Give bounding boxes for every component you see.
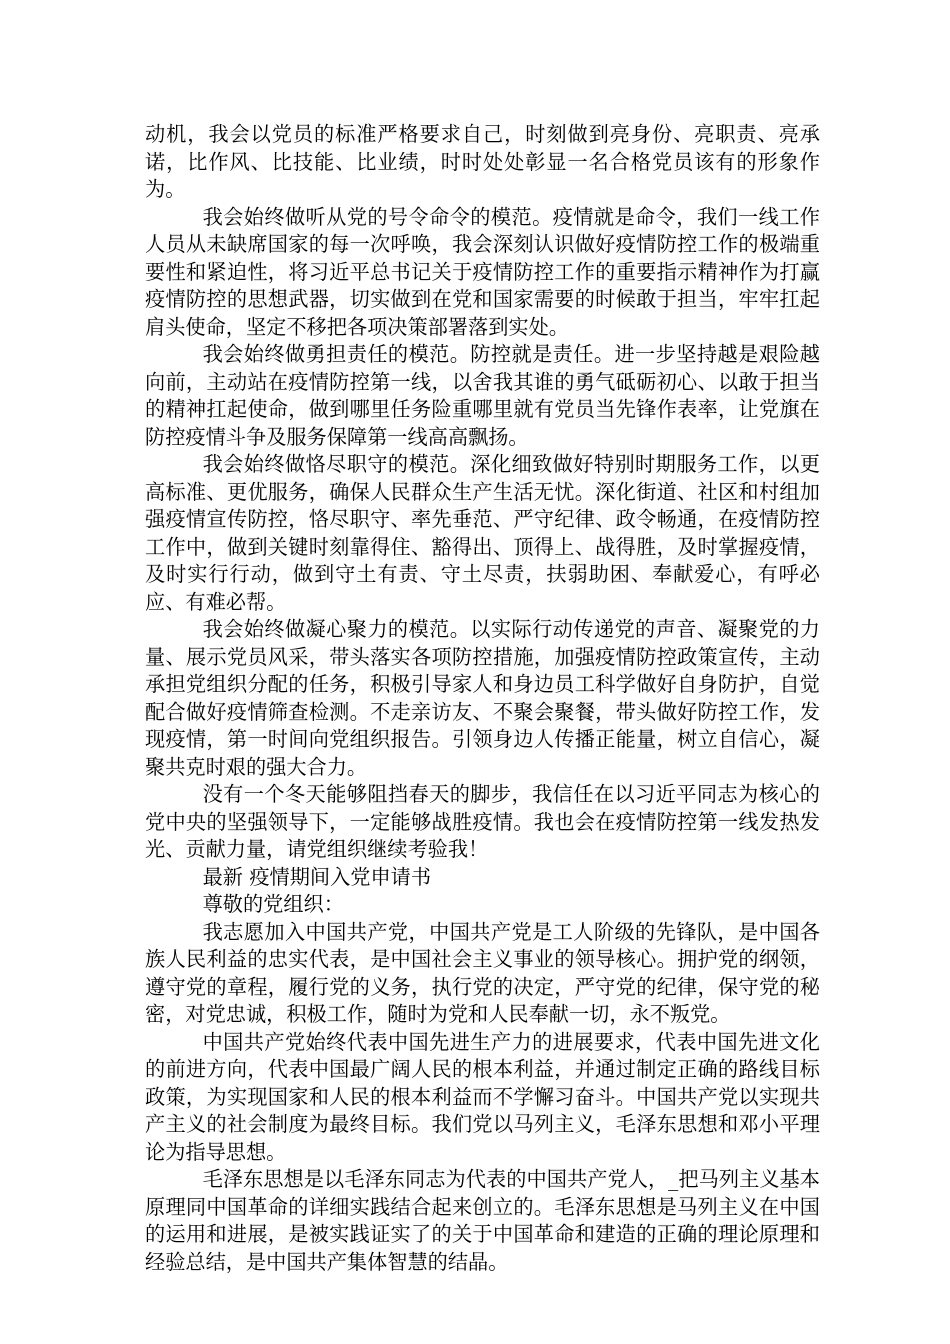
document-body [145,121,820,1276]
paragraph-1: 动机，我会以党员的标准严格要求自己，时刻做到亮身份、亮职责、亮承诺，比作风、比技能、比业绩，时时处处彰显一名合格党员该有的形象作为。 [145,122,820,201]
paragraph-5: 我会始终做凝心聚力的模范。以实际行动传递党的声音、凝聚党的力量、展示党员风采，带头落实各项防控措施，加强疫情防控政策宣传，主动承担党组织分配的任务，积极引导家人和身边员工科学做好自身防护，自觉配合做好疫情筛查检测。不走亲访友、不聚会聚餐，带头做好防控工作，发现疫情，第一时间向党组织报告。引领身边人传播正能量，树立自信心，凝聚共克时艰的强大合力。 [145,617,820,779]
paragraph-11: 毛泽东思想是以毛泽东同志为代表的中国共产党人，_把马列主义基本原理同中国革命的详细实践结合起来创立的。毛泽东思想是马列主义在中国的运用和进展，是被实践证实了的关于中国革命和建造的正确的理论原理和经验总结，是中国共产集体智慧的结晶。 [145,1167,820,1274]
paragraph-10: 中国共产党始终代表中国先进生产力的进展要求，代表中国先进文化的前进方向，代表中国最广阔人民的根本利益，并通过制定正确的路线目标政策，为实现国家和人民的根本利益而不学懈习奋斗。中国共产党以实现共产主义的社会制度为最终目标。我们党以马列主义，毛泽东思想和邓小平理论为指导思想。 [145,1029,820,1164]
paragraph-2: 我会始终做听从党的号令命令的模范。疫情就是命令，我们一线工作人员从未缺席国家的每一次呼唤，我会深刻认识做好疫情防控工作的极端重要性和紧迫性，将习近平总书记关于疫情防控工作的重要指示精神作为打赢疫情防控的思想武器，切实做到在党和国家需要的时候敢于担当，牢牢扛起肩头使命，坚定不移把各项决策部署落到实处。 [145,204,820,339]
paragraph-9: 我志愿加入中国共产党，中国共产党是工人阶级的先锋队，是中国各族人民利益的忠实代表，是中国社会主义事业的领导核心。拥护党的纲领，遵守党的章程，履行党的义务，执行党的决定，严守党的纪律，保守党的秘密，对党忠诚，积极工作，随时为党和人民奉献一切，永不叛党。 [145,919,820,1026]
paragraph-3: 我会始终做勇担责任的模范。防控就是责任。进一步坚持越是艰险越向前，主动站在疫情防控第一线，以舍我其谁的勇气砥砺初心、以敢于担当的精神扛起使命，做到哪里任务险重哪里就有党员当先锋作表率，让党旗在防控疫情斗争及服务保障第一线高高飘扬。 [145,342,820,449]
salutation: 尊敬的党组织： [202,892,344,916]
paragraph-6: 没有一个冬天能够阻挡春天的脚步，我信任在以习近平同志为核心的党中央的坚强领导下，一定能够战胜疫情。我也会在疫情防控第一线发热发光、贡献力量，请党组织继续考验我！ [145,782,820,861]
section-title: 最新 疫情期间入党申请书 [202,864,432,889]
paragraph-4: 我会始终做恪尽职守的模范。深化细致做好特别时期服务工作，以更高标准、更优服务，确保人民群众生产生活无忧。深化街道、社区和村组加强疫情宣传防控，恪尽职守、率先垂范、严守纪律、政令畅通，在疫情防控工作中，做到关键时刻靠得住、豁得出、顶得上、战得胜，及时掌握疫情，及时实行行动，做到守土有责、守土尽责，扶弱助困、奉献爱心，有呼必应、有难必帮。 [145,452,820,614]
